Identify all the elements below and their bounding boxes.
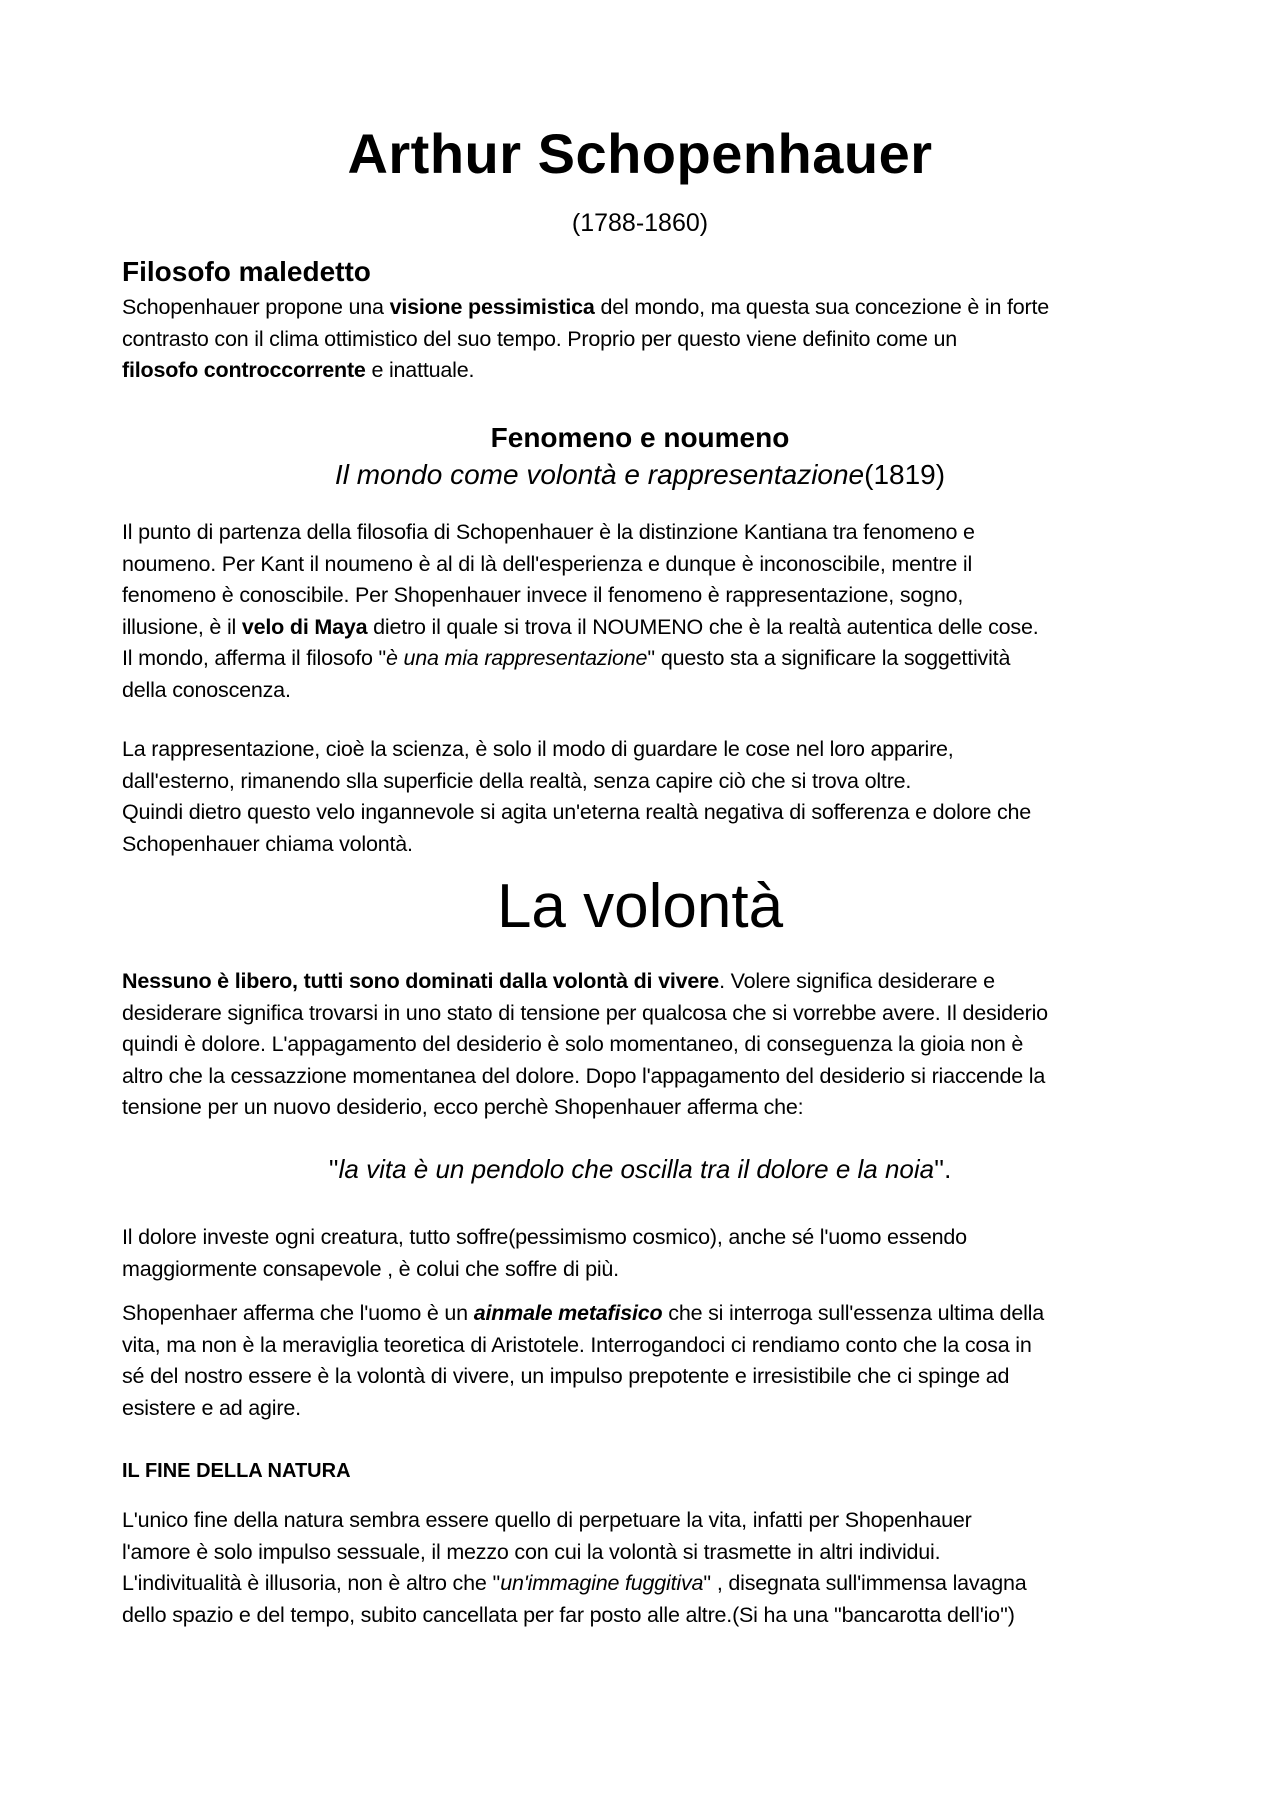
text-line: Il mondo, afferma il filosofo "è una mia rappresentazione'' questo sta a significare la soggettività xyxy=(122,646,1011,670)
text-line: Schopenhauer chiama volontà. xyxy=(122,831,413,856)
section-heading-la-volonta: La volontà xyxy=(496,872,784,941)
section-heading-filosofo-maledetto: Filosofo maledetto xyxy=(122,256,371,287)
text-line: L'unico fine della natura sembra essere quello di perpetuare la vita, infatti per Shopenhauer xyxy=(122,1508,972,1532)
text-line: contrasto con il clima ottimistico del suo tempo. Proprio per questo viene definito come un xyxy=(122,326,958,351)
text-line: sé del nostro essere è la volontà di vivere, un impulso prepotente e irresistibile che ci spinge ad xyxy=(122,1364,1010,1388)
text-line: Schopenhauer propone una visione pessimistica del mondo, ma questa sua concezione è in forte xyxy=(122,295,1050,319)
text-line: Nessuno è libero, tutti sono dominati dalla volontà di vivere. Volere significa desiderare e xyxy=(122,969,995,993)
section2-paragraph-2 xyxy=(122,734,1172,860)
section3-paragraph-1 xyxy=(122,966,1172,1124)
text-line: vita, ma non è la meraviglia teoretica di Aristotele. Interrogandoci ci rendiamo conto che la cosa in xyxy=(122,1332,1032,1357)
text-line: Il dolore investe ogni creatura, tutto soffre(pessimismo cosmico), anche sé l'uomo essendo xyxy=(122,1225,967,1249)
text-line: l'amore è solo impulso sessuale, il mezzo con cui la volontà si trasmette in altri individui. xyxy=(122,1539,941,1564)
text-line: tensione per un nuovo desiderio, ecco perchè Shopenhauer afferma che: xyxy=(122,1095,804,1119)
section3-paragraph-2 xyxy=(122,1222,1172,1285)
text-line: filosofo controccorrente e inattuale. xyxy=(122,358,475,382)
text-line: quindi è dolore. L'appagamento del desiderio è solo momentaneo, di conseguenza la gioia non è xyxy=(122,1032,1024,1056)
work-subtitle: Il mondo come volontà e rappresentazione(1819) xyxy=(334,459,946,490)
text-line: della conoscenza. xyxy=(122,677,291,702)
text-line: Quindi dietro questo velo ingannevole si agita un'eterna realtà negativa di sofferenza e dolore che xyxy=(122,800,1032,824)
section-heading-fine-della-natura: IL FINE DELLA NATURA xyxy=(122,1460,351,1482)
section4-paragraph xyxy=(122,1505,1172,1631)
text-line: Il punto di partenza della filosofia di Schopenhauer è la distinzione Kantiana tra fenomeno e xyxy=(122,520,975,544)
section2-paragraph-1 xyxy=(122,517,1172,706)
text-line: dello spazio e del tempo, subito cancellata per far posto alle altre.(Si ha una ''bancarotta dell'io'') xyxy=(122,1602,1015,1627)
text-line: L'indivitualità è illusoria, non è altro che ''un'immagine fuggitiva'' , disegnata sull'immensa lavagna xyxy=(122,1571,1027,1595)
text-line: illusione, è il velo di Maya dietro il quale si trova il NOUMENO che è la realtà autentica delle cose. xyxy=(122,614,1039,639)
text-line: Shopenhaer afferma che l'uomo è un ainmale metafisico che si interroga sull'essenza ultima della xyxy=(122,1301,1045,1325)
text-line: fenomeno è conoscibile. Per Shopenhauer invece il fenomeno è rappresentazione, sogno, xyxy=(122,583,964,607)
life-years: (1788-1860) xyxy=(571,209,709,237)
text-line: desiderare significa trovarsi in uno stato di tensione per qualcosa che si vorrebbe avere. Il desiderio xyxy=(122,1000,1048,1025)
text-line: esistere e ad agire. xyxy=(122,1395,301,1420)
text-line: noumeno. Per Kant il noumeno è al di là dell'esperienza e dunque è inconoscibile, mentre il xyxy=(122,551,973,576)
section3-paragraph-3 xyxy=(122,1298,1172,1424)
pendulum-quote: ''la vita è un pendolo che oscilla tra il dolore e la noia''. xyxy=(328,1154,952,1184)
section1-paragraph xyxy=(122,292,1172,387)
text-line: dall'esterno, rimanendo slla superficie della realtà, senza capire ciò che si trova oltre. xyxy=(122,768,912,793)
section-heading-fenomeno-noumeno: Fenomeno e noumeno xyxy=(490,422,790,453)
text-line: maggiormente consapevole , è colui che soffre di più. xyxy=(122,1256,619,1281)
text-line: altro che la cessazzione momentanea del dolore. Dopo l'appagamento del desiderio si riaccende la xyxy=(122,1063,1046,1088)
document-title: Arthur Schopenhauer xyxy=(347,122,933,185)
text-line: La rappresentazione, cioè la scienza, è solo il modo di guardare le cose nel loro apparire, xyxy=(122,737,954,761)
